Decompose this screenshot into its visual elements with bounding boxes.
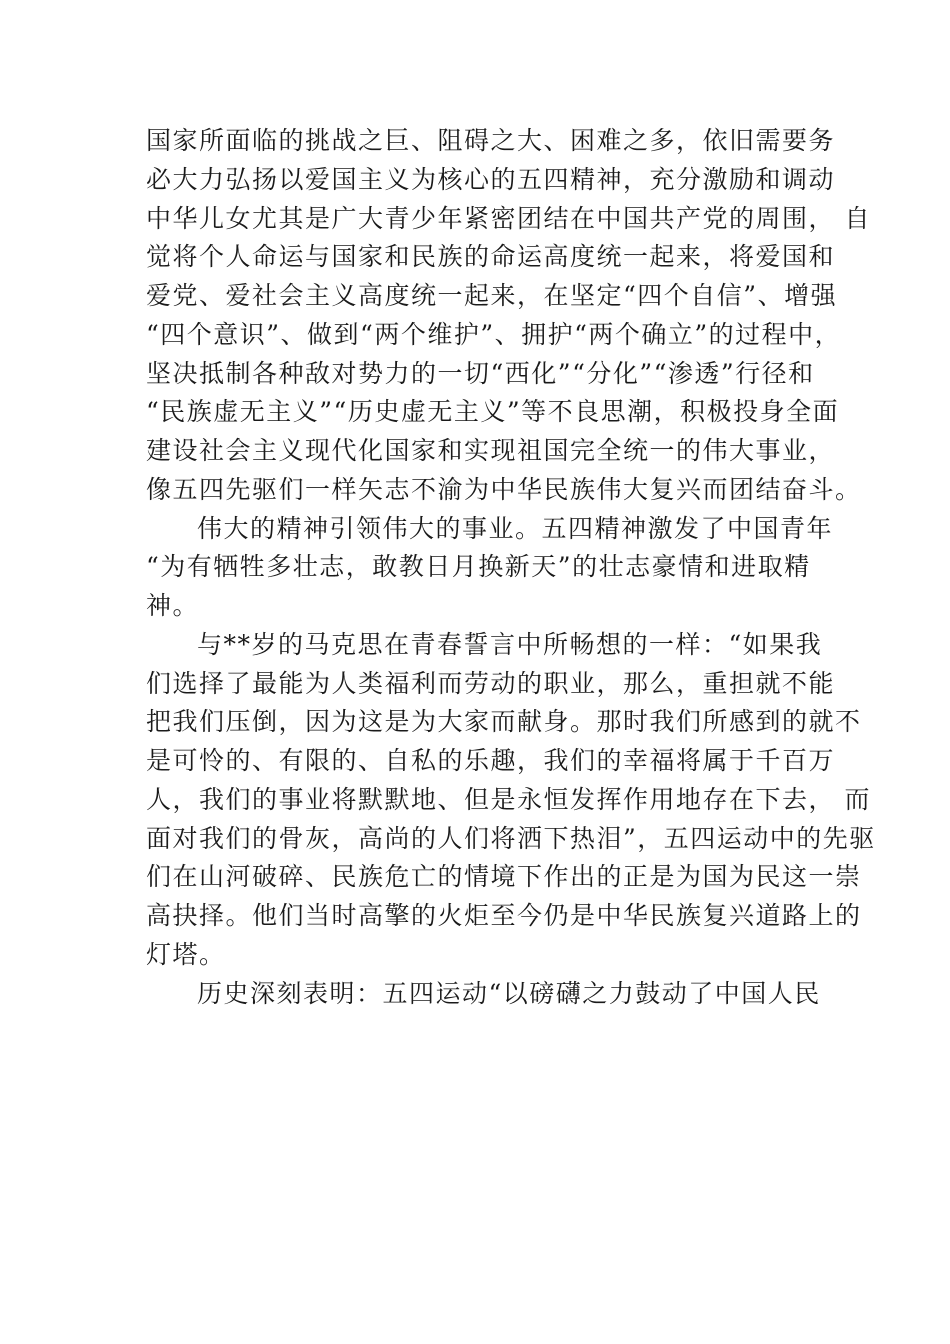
text-line: 们选择了最能为人类福利而劳动的职业，那么，重担就不能 [146,668,836,698]
text-line: 面对我们的骨灰，高尚的人们将洒下热泪”，五四运动中的先驱 [146,823,876,853]
text-line: 灯塔。 [146,939,226,969]
text-line: 高抉择。他们当时高擎的火炬至今仍是中华民族复兴道路上的 [146,901,862,930]
paragraph-start-line: 与**岁的马克思在青春誓言中所畅想的一样：“如果我 [197,629,823,659]
text-line: 建设社会主义现代化国家和实现祖国完全统一的伟大事业， [146,436,836,465]
text-line: 们在山河破碎、民族危亡的情境下作出的正是为国为民这一崇 [146,862,862,892]
text-line: 把我们压倒，因为这是为大家而献身。那时我们所感到的就不 [146,707,862,737]
text-line: 必大力弘扬以爱国主义为核心的五四精神，充分激励和调动 [146,164,836,194]
text-line: 像五四先驱们一样矢志不渝为中华民族伟大复兴而团结奋斗。 [146,474,862,504]
paragraph-start-line: 伟大的精神引领伟大的事业。五四精神激发了中国青年 [197,513,834,543]
text-line: 国家所面临的挑战之巨、阻碍之大、困难之多，依旧需要务 [146,126,836,155]
text-line: 人，我们的事业将默默地、但是永恒发挥作用地存在下去， 而 [146,784,871,814]
text-line: “民族虚无主义”“历史虚无主义”等不良思潮，积极投身全面 [146,397,840,427]
text-line: 神。 [146,591,200,620]
text-line: 爱党、爱社会主义高度统一起来，在坚定“四个自信”、增强 [146,281,838,310]
text-line: 中华儿女尤其是广大青少年紧密团结在中国共产党的周围， 自 [146,203,871,233]
paragraph-start-line: 历史深刻表明：五四运动“以磅礴之力鼓动了中国人民 [197,978,821,1008]
text-line: “四个意识”、做到“两个维护”、拥护“两个确立”的过程中， [146,319,842,349]
text-line: 是可怜的、有限的、自私的乐趣，我们的幸福将属于千百万 [146,746,836,775]
body-text [146,122,876,1013]
text-line: 坚决抵制各种敌对势力的一切“西化”“分化”“渗透”行径和 [146,358,815,388]
text-line: 觉将个人命运与国家和民族的命运高度统一起来，将爱国和 [146,242,836,272]
text-line: “为有牺牲多壮志，敢教日月换新天”的壮志豪情和进取精 [146,552,811,582]
